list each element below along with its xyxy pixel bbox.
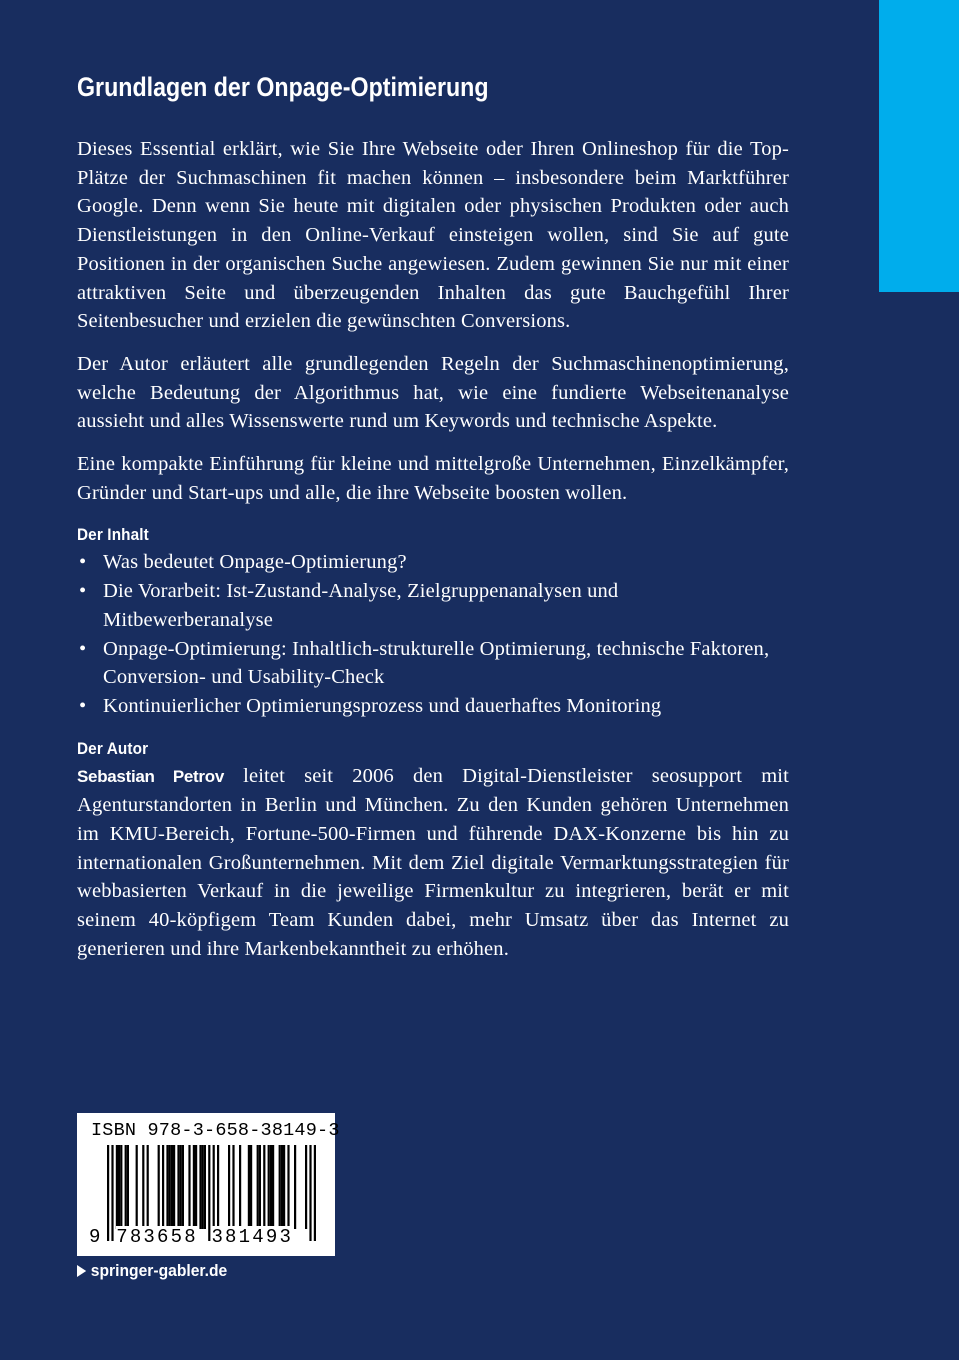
bullet-icon: • bbox=[79, 580, 87, 603]
barcode-bar bbox=[169, 1145, 171, 1229]
barcode-bar bbox=[180, 1145, 182, 1229]
barcode-bar bbox=[127, 1145, 129, 1229]
barcode-bar bbox=[305, 1145, 307, 1229]
barcode-bar bbox=[136, 1145, 138, 1229]
barcode-bar bbox=[283, 1145, 285, 1229]
barcode-bar bbox=[287, 1145, 289, 1229]
barcode-bar bbox=[188, 1145, 190, 1229]
contents-item bbox=[77, 577, 789, 634]
barcode-bar bbox=[162, 1145, 164, 1229]
book-title: Grundlagen der Onpage-Optimierung bbox=[77, 72, 489, 102]
barcode-bar bbox=[239, 1145, 241, 1229]
isbn-label: ISBN 978-3-658-38149-3 bbox=[91, 1120, 340, 1141]
barcode-bar bbox=[193, 1145, 195, 1229]
barcode-bar bbox=[228, 1145, 230, 1229]
description-paragraph-3: Eine kompakte Einführung für kleine und mittelgroße Unternehmen, Einzelkämpfer, Gründer und Start-ups und alle, die ihre Webseite boosten wollen. bbox=[77, 453, 789, 504]
barcode-bar bbox=[257, 1145, 259, 1229]
barcode-bar bbox=[166, 1145, 168, 1229]
barcode-bar bbox=[279, 1145, 281, 1229]
back-cover-text bbox=[77, 135, 789, 978]
barcode-bar bbox=[217, 1145, 219, 1229]
barcode-bar bbox=[202, 1145, 204, 1229]
contents-heading: Der Inhalt bbox=[77, 525, 149, 545]
ean-digits bbox=[89, 1226, 293, 1248]
barcode-bar bbox=[173, 1145, 175, 1229]
ean-left-digits: 783658 bbox=[116, 1226, 198, 1248]
publisher-website-text: springer-gabler.de bbox=[90, 1261, 228, 1280]
ean-right-digits: 381493 bbox=[211, 1226, 294, 1248]
barcode-bar bbox=[158, 1145, 160, 1229]
barcode-bar bbox=[199, 1145, 201, 1229]
barcode-bar bbox=[232, 1145, 234, 1229]
barcode-bar bbox=[204, 1145, 206, 1229]
contents-item bbox=[77, 692, 789, 721]
bullet-icon: • bbox=[79, 637, 87, 660]
arrow-right-icon bbox=[77, 1265, 86, 1277]
bullet-icon: • bbox=[79, 551, 87, 574]
barcode-bar bbox=[118, 1145, 120, 1229]
contents-item bbox=[77, 548, 789, 577]
author-name: Sebastian Petrov bbox=[77, 766, 224, 786]
barcode-bar bbox=[270, 1145, 272, 1229]
barcode-bar bbox=[294, 1145, 296, 1229]
barcode-bar bbox=[314, 1145, 316, 1241]
barcode-bar bbox=[309, 1145, 311, 1241]
publisher-website[interactable] bbox=[77, 1261, 227, 1281]
barcode-bar bbox=[248, 1145, 250, 1229]
contents-item-text: Die Vorarbeit: Ist-Zustand-Analyse, Zielgruppenanalysen und Mitbewerberanalyse bbox=[103, 580, 619, 631]
barcode-bar bbox=[142, 1145, 144, 1229]
contents-item-text: Onpage-Optimierung: Inhaltlich-strukturelle Optimierung, technische Faktoren, Conversion- und Usability-Check bbox=[103, 637, 770, 689]
author-heading: Der Autor bbox=[77, 738, 149, 758]
description-paragraph-2: Der Autor erläutert alle grundlegenden Regeln der Suchmaschinenoptimierung, welche Bedeutung der Algorithmus hat, wie eine fundierte Webseitenanalyse aussieht und alles Wissenswerte rund um Keywords und technische Aspekte. bbox=[77, 352, 789, 433]
barcode-bar bbox=[281, 1145, 283, 1229]
description-paragraph-1: Dieses Essential erklärt, wie Sie Ihre Webseite oder Ihren Onlineshop für die Top-Plätze der Suchmaschinen fit machen können – insbesondere beim Marktführer Google. Denn wenn Sie heute mit digitalen oder physischen Produkten oder auch Dienstleistungen in den Online-Verkauf einsteigen wollen, sind Sie auf gute Positionen in der organischen Suche angewiesen. Zudem gewinnen Sie nur mit einer attraktiven Seite und überzeugenden Inhalten das gute Bauchgefühl Ihrer Seitenbesucher und erzielen die gewünschten Conversions. bbox=[77, 138, 789, 333]
ean-first-digit: 9 bbox=[89, 1226, 103, 1248]
barcode-bar bbox=[272, 1145, 274, 1229]
barcode-bar bbox=[116, 1145, 118, 1229]
contents-item-text: Was bedeutet Onpage-Optimierung? bbox=[103, 551, 407, 574]
barcode-bar bbox=[120, 1145, 122, 1229]
barcode-bar bbox=[125, 1145, 127, 1229]
barcode-bar bbox=[195, 1145, 197, 1229]
author-bio-text: leitet seit 2006 den Digital-Dienstleister seosupport mit Agenturstandorten in Berlin und München. Zu den Kunden gehören Unternehmen im KMU-Bereich, Fortune-500-Firmen und führende DAX-Konzerne bis hin zu internationalen Großunternehmen. Mit dem Ziel digitale Vermarktungsstrategien für webbasierten Verkauf in die jeweilige Firmenkultur zu integrieren, berät er mit seinem 40-köpfigem Team Kunden dabei, mehr Umsatz über das Internet zu generieren und ihre Markenbekanntheit zu erhöhen. bbox=[77, 764, 789, 960]
barcode-bar bbox=[177, 1145, 179, 1229]
contents-list bbox=[77, 548, 789, 720]
contents-item-text: Kontinuierlicher Optimierungsprozess und dauerhaftes Monitoring bbox=[103, 694, 662, 717]
barcode-bar bbox=[263, 1145, 265, 1229]
accent-bar bbox=[879, 0, 959, 292]
barcode-bar bbox=[268, 1145, 270, 1229]
barcode-bar bbox=[171, 1145, 173, 1229]
barcode-bar bbox=[147, 1145, 149, 1229]
isbn-barcode bbox=[77, 1113, 340, 1256]
barcode-bar bbox=[250, 1145, 252, 1229]
bullet-icon: • bbox=[79, 694, 87, 717]
barcode-bar bbox=[182, 1145, 184, 1229]
contents-item bbox=[77, 635, 789, 692]
barcode-bar bbox=[259, 1145, 261, 1229]
author-bio bbox=[77, 762, 789, 964]
